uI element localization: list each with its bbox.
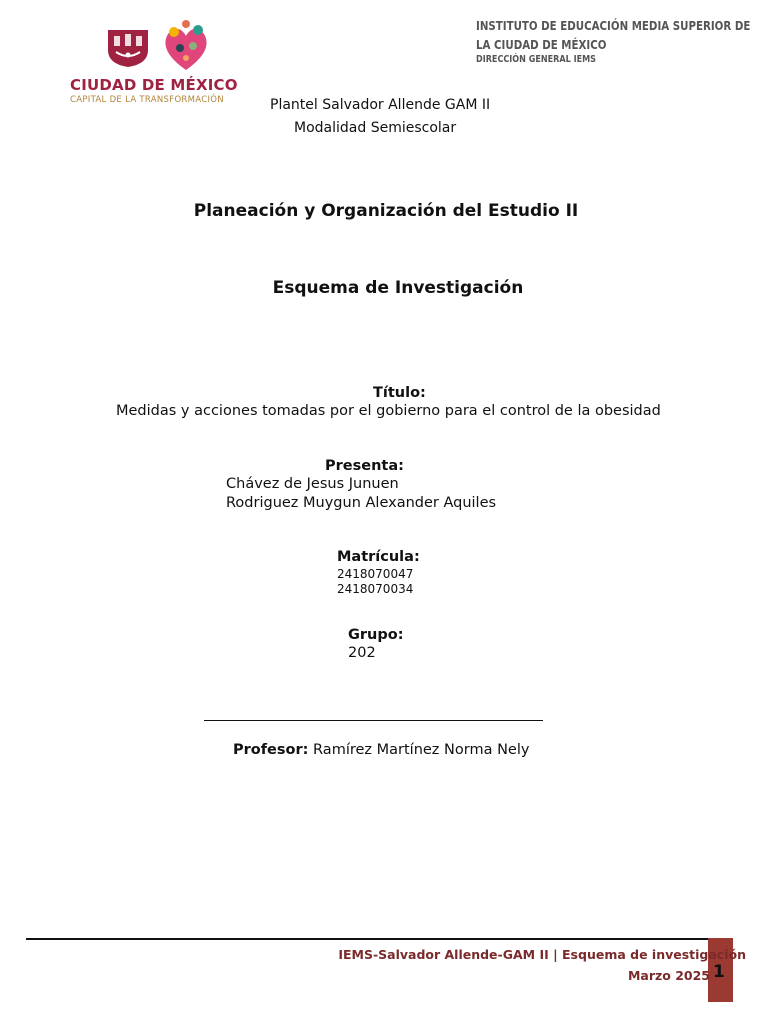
presenta-label: Presenta: (325, 458, 404, 474)
cdmx-name: CIUDAD DE MÉXICO (70, 76, 238, 94)
course-title: Planeación y Organización del Estudio II (193, 201, 579, 221)
institute-line-3: DIRECCIÓN GENERAL IEMS (476, 54, 596, 65)
document-type: Esquema de Investigación (272, 278, 524, 298)
footer-rule (26, 938, 721, 940)
page-number: 1 (713, 962, 725, 982)
titulo-label: Título: (373, 385, 426, 401)
institute-header (476, 16, 761, 66)
institute-line-1: INSTITUTO DE EDUCACIÓN MEDIA SUPERIOR DE (476, 18, 751, 33)
student-name: Chávez de Jesus Junuen (226, 476, 399, 492)
student-name: Rodriguez Muygun Alexander Aquiles (226, 495, 497, 511)
cdmx-coat-of-arms-icon (104, 26, 152, 72)
footer-line-2: Marzo 2025 (627, 968, 710, 983)
cdmx-slogan: CAPITAL DE LA TRANSFORMACIÓN (70, 95, 224, 105)
matricula-label: Matrícula: (337, 549, 420, 565)
profesor-name: Ramírez Martínez Norma Nely (313, 742, 530, 758)
footer-line-1: IEMS-Salvador Allende-GAM II | Esquema de investigación (338, 947, 746, 962)
heart-emblem-icon (160, 18, 212, 76)
modalidad: Modalidad Semiescolar (294, 120, 457, 136)
grupo-label: Grupo: (348, 627, 404, 643)
profesor-label: Profesor: (233, 742, 309, 758)
matricula-value: 2418070034 (337, 582, 414, 596)
signature-line (204, 720, 543, 721)
titulo-value: Medidas y acciones tomadas por el gobierno para el control de la obesidad (116, 403, 661, 419)
cdmx-logo (68, 18, 250, 104)
plantel-name: Plantel Salvador Allende GAM II (270, 97, 491, 113)
institute-line-2: LA CIUDAD DE MÉXICO (476, 37, 607, 52)
grupo-value: 202 (348, 645, 376, 661)
profesor-line (233, 742, 529, 758)
matricula-value: 2418070047 (337, 567, 414, 581)
